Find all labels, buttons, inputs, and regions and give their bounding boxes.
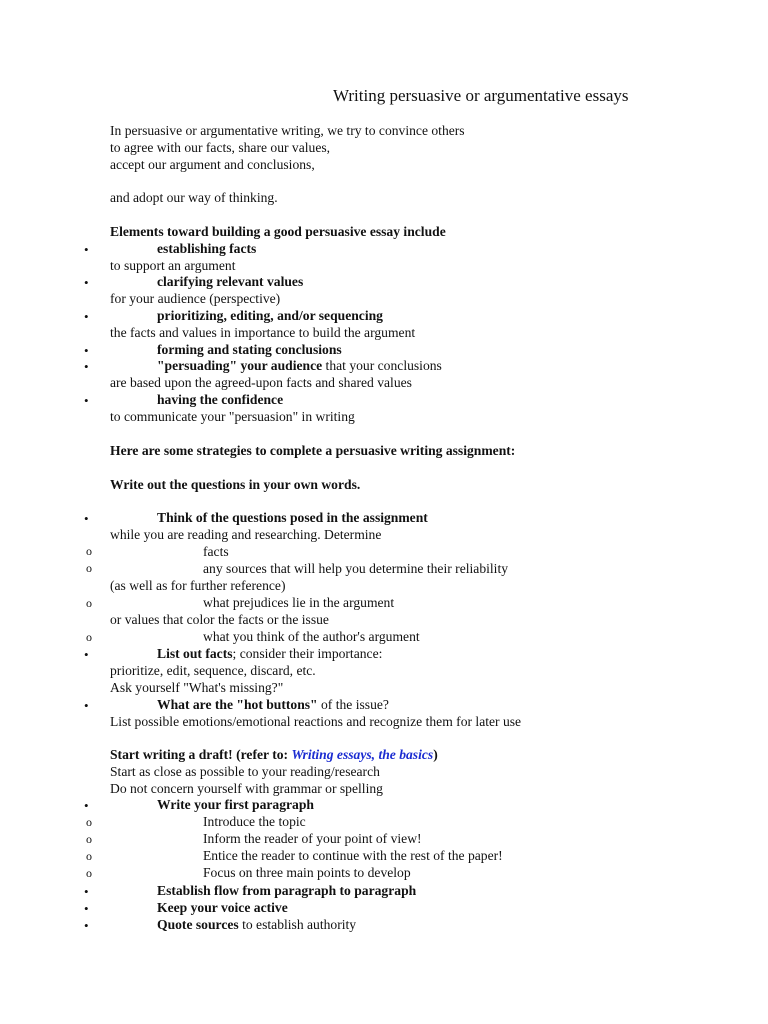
circle-bullet-icon: o	[86, 596, 92, 610]
bullet-icon: •	[84, 647, 89, 662]
element-5-sub: are based upon the agreed-upon facts and shared values	[110, 375, 412, 390]
first-item-1: Introduce the topic	[203, 814, 306, 829]
element-2-sub: for your audience (perspective)	[110, 291, 281, 306]
element-1-sub: to support an argument	[110, 258, 236, 273]
element-3-sub: the facts and values in importance to build the argument	[110, 325, 416, 340]
think-item-2: any sources that will help you determine their reliability	[203, 561, 509, 576]
circle-bullet-icon: o	[86, 815, 92, 829]
element-2-title: clarifying relevant values	[157, 274, 304, 289]
bullet-icon: •	[84, 798, 89, 813]
think-item-4: what you think of the author's argument	[203, 629, 420, 644]
list-out-rest: ; consider their importance:	[232, 646, 383, 661]
hot-buttons-sub: List possible emotions/emotional reactions and recognize them for later use	[110, 714, 522, 729]
list-out-sub-2: Ask yourself "What's missing?"	[110, 680, 284, 695]
circle-bullet-icon: o	[86, 832, 92, 846]
hot-buttons-title	[157, 696, 389, 713]
bullet-icon: •	[84, 343, 89, 358]
bullet-icon: •	[84, 309, 89, 324]
think-note-1: (as well as for further reference)	[110, 578, 286, 593]
flow-title: Establish flow from paragraph to paragraph	[157, 883, 417, 898]
circle-bullet-icon: o	[86, 561, 92, 575]
draft-line-2: Do not concern yourself with grammar or spelling	[110, 781, 383, 796]
intro-line-2: to agree with our facts, share our values,	[110, 140, 331, 155]
list-out-bold: List out facts	[157, 646, 233, 661]
bullet-icon: •	[84, 901, 89, 916]
page-title: Writing persuasive or argumentative essays	[333, 86, 629, 105]
draft-heading-end: )	[433, 747, 438, 762]
first-paragraph-title: Write your first paragraph	[157, 797, 314, 812]
intro-line-1: In persuasive or argumentative writing, we try to convince others	[110, 123, 465, 138]
circle-bullet-icon: o	[86, 866, 92, 880]
intro-line-3: accept our argument and conclusions,	[110, 157, 315, 172]
circle-bullet-icon: o	[86, 849, 92, 863]
element-3-title: prioritizing, editing, and/or sequencing	[157, 308, 383, 323]
elements-heading: Elements toward building a good persuasive essay include	[110, 224, 446, 239]
element-5-bold: "persuading" your audience	[157, 358, 323, 373]
element-5-rest: that your conclusions	[322, 358, 442, 373]
bullet-icon: •	[84, 242, 89, 257]
voice-title: Keep your voice active	[157, 900, 288, 915]
list-out-sub-1: prioritize, edit, sequence, discard, etc.	[110, 663, 316, 678]
think-item-1: facts	[203, 544, 229, 559]
element-6-title: having the confidence	[157, 392, 284, 407]
element-5-title	[157, 357, 442, 374]
draft-line-1: Start as close as possible to your reading/research	[110, 764, 380, 779]
hot-buttons-bold: What are the "hot buttons"	[157, 697, 318, 712]
bullet-icon: •	[84, 511, 89, 526]
bullet-icon: •	[84, 393, 89, 408]
quote-bold: Quote sources	[157, 917, 239, 932]
circle-bullet-icon: o	[86, 544, 92, 558]
think-item-3: what prejudices lie in the argument	[203, 595, 395, 610]
element-6-sub: to communicate your "persuasion" in writing	[110, 409, 355, 424]
first-item-4: Focus on three main points to develop	[203, 865, 411, 880]
element-1-title: establishing facts	[157, 241, 257, 256]
basics-link[interactable]: Writing essays, the basics	[291, 747, 434, 762]
strategies-heading: Here are some strategies to complete a persuasive writing assignment:	[110, 443, 516, 458]
quote-rest: to establish authority	[238, 917, 357, 932]
draft-heading	[110, 746, 438, 763]
draft-heading-text: Start writing a draft! (refer to:	[110, 747, 292, 762]
think-title: Think of the questions posed in the assignment	[157, 510, 428, 525]
bullet-icon: •	[84, 275, 89, 290]
intro-line-4: and adopt our way of thinking.	[110, 190, 278, 205]
circle-bullet-icon: o	[86, 630, 92, 644]
bullet-icon: •	[84, 698, 89, 713]
bullet-icon: •	[84, 884, 89, 899]
quote-title	[157, 916, 356, 933]
think-note-2: or values that color the facts or the issue	[110, 612, 329, 627]
first-item-3: Entice the reader to continue with the rest of the paper!	[203, 848, 503, 863]
bullet-icon: •	[84, 918, 89, 933]
element-4-title: forming and stating conclusions	[157, 342, 342, 357]
bullet-icon: •	[84, 359, 89, 374]
hot-buttons-rest: of the issue?	[317, 697, 389, 712]
first-item-2: Inform the reader of your point of view!	[203, 831, 422, 846]
write-out-heading: Write out the questions in your own words.	[110, 477, 361, 492]
list-out-title	[157, 645, 382, 662]
think-sub: while you are reading and researching. Determine	[110, 527, 382, 542]
